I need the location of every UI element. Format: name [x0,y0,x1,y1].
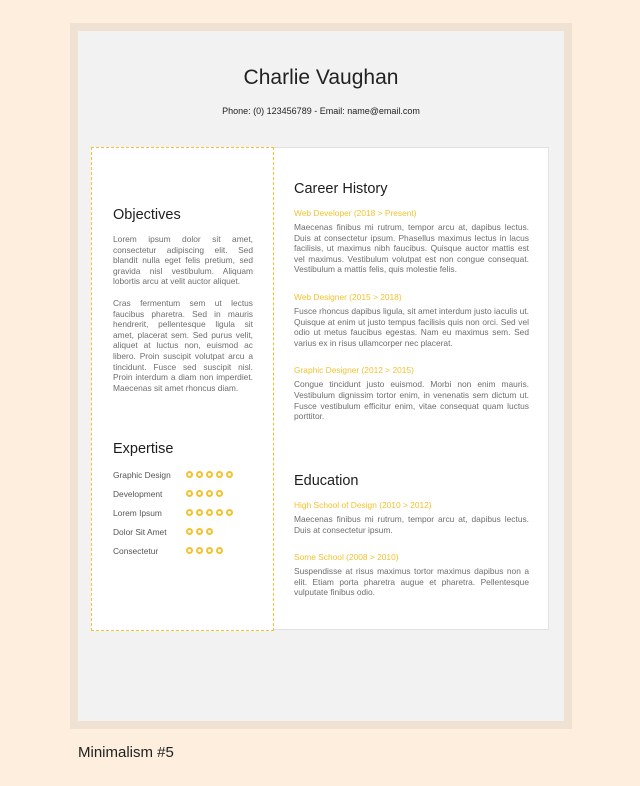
job-role: Web Designer (2015 > 2018) [294,291,402,302]
rating-circle-icon [196,547,203,554]
job-description: Maecenas finibus mi rutrum, tempor arcu at, dapibus lectus. Duis at consectetur ipsum. Phasellus maximus lectus in lacus facilisis, ut maximus nibh faucibus. Quisque auctor mattis est vel maximus. Vestibulum volutpat est non congue consequat. Vestibulum a mattis felis, quis molestie felis. [294,222,529,275]
objectives-section [113,207,253,393]
rating-circle-icon [196,471,203,478]
rating-circle-icon [196,509,203,516]
template-caption: Minimalism #5 [78,744,174,761]
rating-circle-icon [196,528,203,535]
career-section [294,181,529,422]
rating-circle-icon [186,509,193,516]
skill-row [113,484,253,503]
skill-name: Dolor Sit Amet [113,526,167,537]
rating-circle-icon [196,490,203,497]
career-title: Career History [294,181,388,197]
rating-circle-icon [206,547,213,554]
education-entry [294,552,529,598]
education-title: Education [294,473,359,489]
skill-row [113,503,253,522]
job-entry [294,208,529,275]
job-role: Web Developer (2018 > Present) [294,208,417,218]
job-entry [294,365,529,421]
job-role: Graphic Designer (2012 > 2015) [294,365,414,376]
rating-circle-icon [206,490,213,497]
skill-row [113,541,253,560]
rating-circle-icon [216,547,223,554]
education-section [294,473,529,598]
education-entry [294,500,529,535]
skill-rating [186,547,223,554]
skill-rating [186,471,233,478]
expertise-section [113,441,253,560]
skill-name: Graphic Design [113,469,171,480]
expertise-title: Expertise [113,441,174,457]
resume-contact: Phone: (0) 123456789 - Email: name@email.com [222,106,420,116]
rating-circle-icon [206,509,213,516]
rating-circle-icon [216,471,223,478]
skill-rating [186,528,213,535]
rating-circle-icon [186,528,193,535]
skill-row [113,465,253,484]
rating-circle-icon [186,490,193,497]
objectives-title: Objectives [113,207,181,223]
job-description: Congue tincidunt justo euismod. Morbi non enim mauris. Vestibulum dignissim tortor enim, in venenatis sem dictum ut. Fusce vestibulum efficitur enim, vitae consequat quam luctus porttitor. [294,379,529,422]
education-description: Maecenas finibus mi rutrum, tempor arcu at, dapibus lectus. Duis at consectetur ipsum. [294,514,529,535]
objectives-paragraph: Cras fermentum sem ut lectus faucibus pharetra. Sed in mauris hendrerit, pellentesque ligula sit amet, placerat sem. Sed purus velit, aliquet at luctus non, euismod ac libero. Proin suscipit volutpat arcu a tincidunt. Fusce sed suscipit nisl. Proin interdum a diam non imperdiet. Maecenas sit amet rhoncus diam. [113,297,253,393]
education-school: Some School (2008 > 2010) [294,552,399,563]
skill-name: Consectetur [113,545,159,556]
rating-circle-icon [226,509,233,516]
skill-name: Development [113,488,163,499]
skill-name: Lorem Ipsum [113,507,162,518]
objectives-paragraph: Lorem ipsum dolor sit amet, consectetur adipiscing elit. Sed blandit nulla eget felis pretium, sed gravida nisl vestibulum. Aliquam lobortis arcu at velit auctor aliquet. [113,234,253,287]
education-school: High School of Design (2010 > 2012) [294,500,432,510]
rating-circle-icon [206,528,213,535]
skill-row [113,522,253,541]
resume-name: Charlie Vaughan [243,66,399,89]
skill-rating [186,509,233,516]
rating-circle-icon [226,471,233,478]
job-description: Fusce rhoncus dapibus ligula, sit amet interdum justo iaculis ut. Quisque at enim ut justo tempus facilisis quis non orci. Sed vel odio ut metus faucibus egestas. Nam eu maximus sem. Sed varius ex in risus ullamcorper nec placerat. [294,305,529,348]
education-description: Suspendisse at risus maximus tortor maximus dapibus non a elit. Etiam porta pharetra augue et pharetra. Pellentesque vulputate finibus odio. [294,566,529,598]
rating-circle-icon [206,471,213,478]
rating-circle-icon [216,490,223,497]
rating-circle-icon [186,547,193,554]
job-entry [294,292,529,348]
skill-rating [186,490,223,497]
skills-list [113,465,253,560]
rating-circle-icon [216,509,223,516]
rating-circle-icon [186,471,193,478]
